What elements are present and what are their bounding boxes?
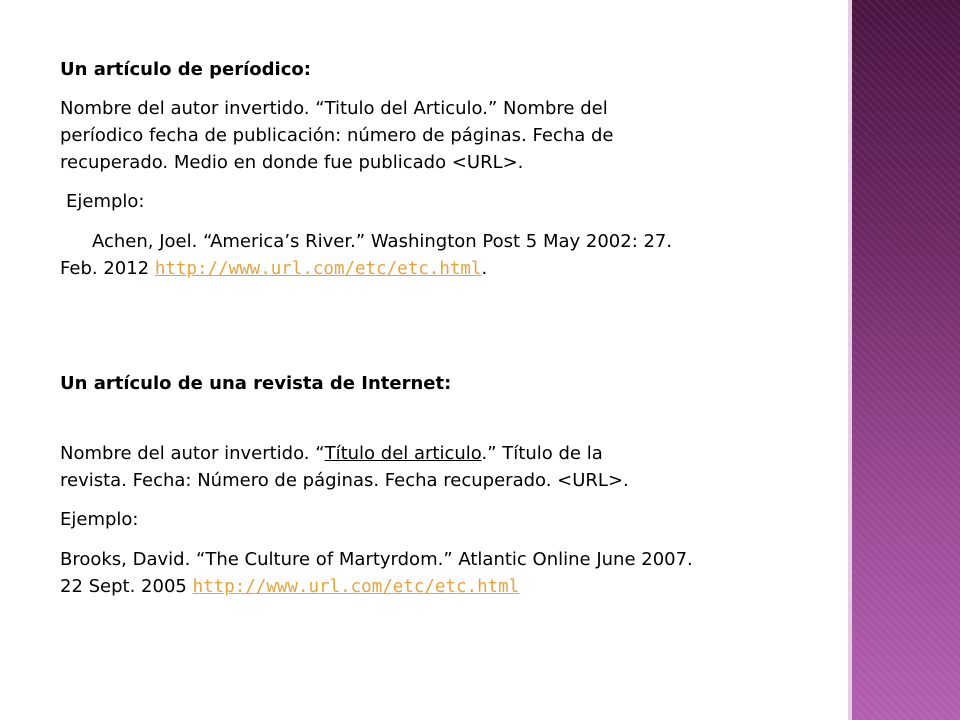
section2-example-line1: Brooks, David. “The Culture of Martyrdom.” Atlantic Online June 2007. <box>60 549 693 570</box>
section2-description-line1-suffix: .” Título de la <box>481 443 603 464</box>
section2-example-line2-prefix: 22 Sept. 2005 <box>60 576 193 597</box>
section2-description-line2: revista. Fecha: Número de páginas. Fecha recuperado. <URL>. <box>60 470 629 491</box>
section2-example-line2 <box>60 573 519 601</box>
section1-heading: Un artículo de períodico: <box>60 59 311 80</box>
section1-description-line3: recuperado. Medio en donde fue publicado <URL>. <box>60 152 524 173</box>
section1-description-line2: períodico fecha de publicación: número de páginas. Fecha de <box>60 125 614 146</box>
section1-example-link[interactable]: http://www.url.com/etc/etc.html <box>154 259 482 279</box>
section2-heading: Un artículo de una revista de Internet: <box>60 373 452 394</box>
section2-example-link[interactable]: http://www.url.com/etc/etc.html <box>192 577 520 597</box>
section1-example-line2-prefix: Feb. 2012 <box>60 258 155 279</box>
section2-article-title: Título del articulo <box>324 443 482 464</box>
decorative-side-band <box>848 0 960 720</box>
section1-example-label: Ejemplo: <box>66 191 145 212</box>
section2-description-line1-prefix: Nombre del autor invertido. “ <box>60 443 325 464</box>
section2-example-label: Ejemplo: <box>60 509 139 530</box>
section2-description-line1 <box>60 440 603 467</box>
section1-example-line2 <box>60 255 487 283</box>
section1-example-line2-suffix: . <box>481 258 488 279</box>
section1-description-line1: Nombre del autor invertido. “Titulo del Articulo.” Nombre del <box>60 98 608 119</box>
section1-example-line1: Achen, Joel. “America’s River.” Washington Post 5 May 2002: 27. <box>92 231 673 252</box>
